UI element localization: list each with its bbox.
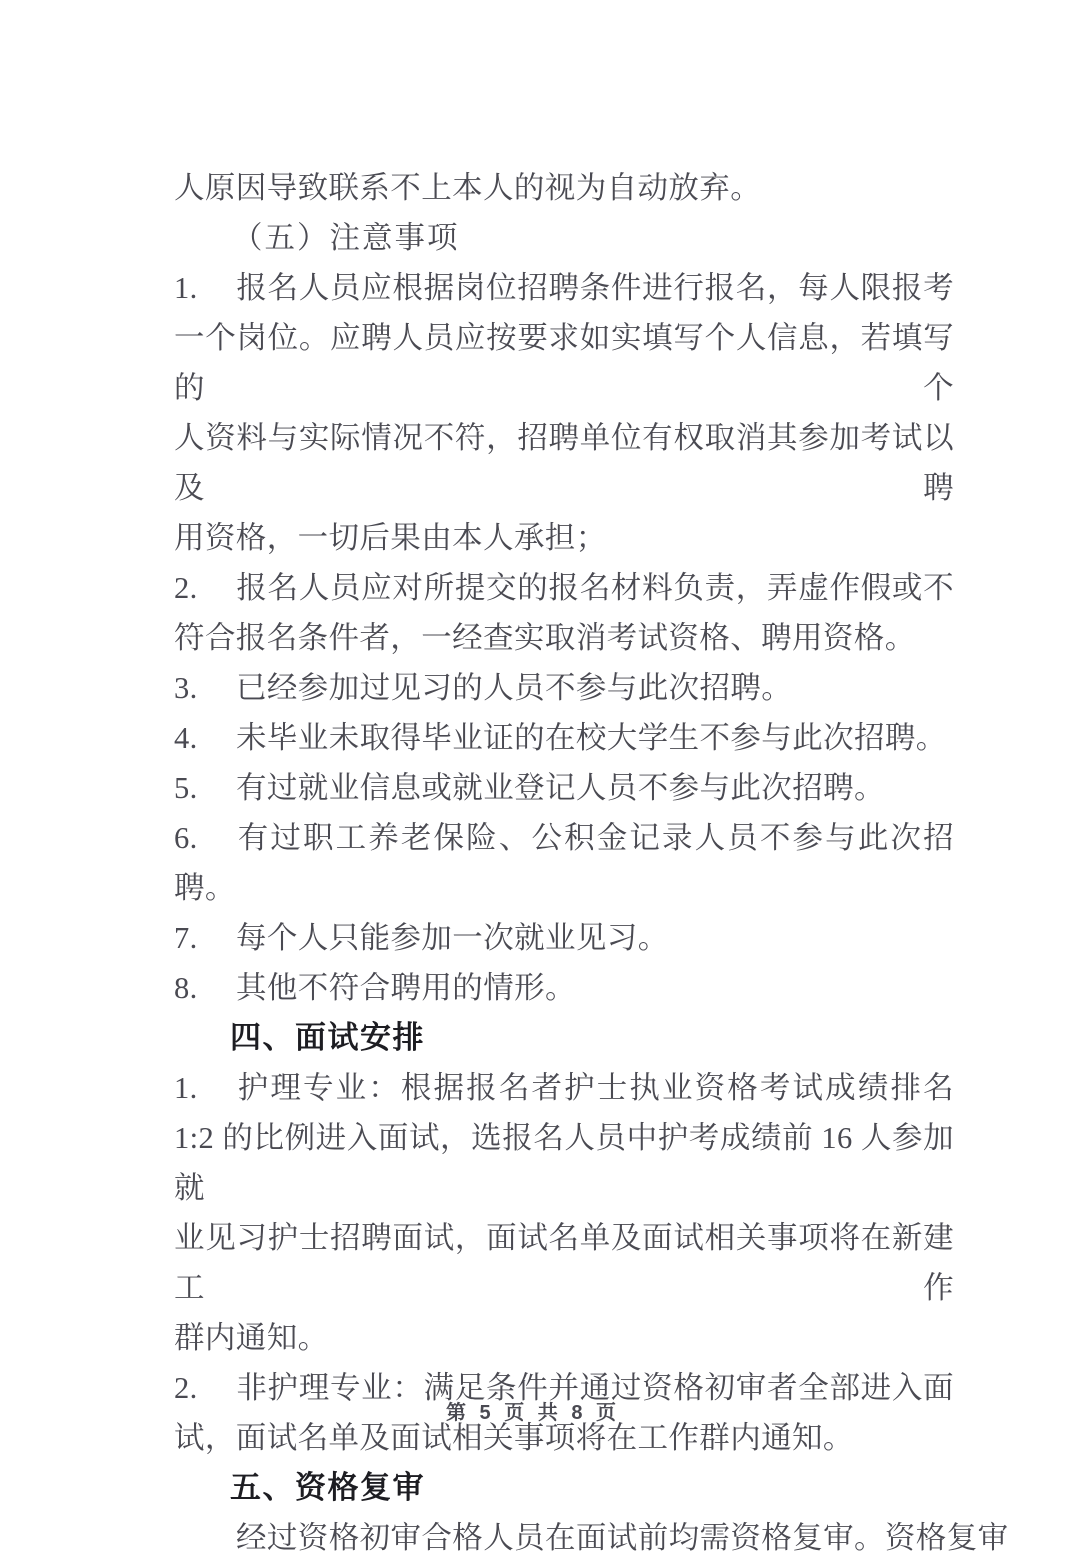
text-column [174, 163, 1009, 1563]
list-item-line: 一个岗位。应聘人员应按要求如实填写个人信息，若填写的个 [174, 321, 954, 405]
list-item-text: 其他不符合聘用的情形。 [236, 971, 576, 1005]
list-item [174, 763, 954, 813]
list-item [174, 963, 954, 1013]
list-item-line: 群内通知。 [174, 1321, 329, 1355]
list-item-line: 用资格，一切后果由本人承担； [174, 521, 607, 555]
list-item-text: 报名人员应对所提交的报名材料负责，弄虚作假或不 [236, 571, 954, 605]
list-item-line: 人资料与实际情况不符，招聘单位有权取消其参加考试以及聘 [174, 421, 954, 505]
list-item [174, 663, 954, 713]
list-item-first-line [174, 1063, 954, 1113]
list-item-line: 1:2 的比例进入面试，选报名人员中护考成绩前 16 人参加就 [174, 1121, 954, 1205]
list-item [174, 913, 954, 963]
list-item-number: 2. [174, 571, 198, 605]
list-item-text: 报名人员应根据岗位招聘条件进行报名，每人限报考 [236, 271, 954, 305]
list-item-number: 1. [174, 271, 198, 305]
list-item-text: 每个人只能参加一次就业见习。 [236, 921, 669, 955]
qualification-review-paragraph [174, 1513, 1009, 1563]
list-item [174, 813, 954, 913]
list-item-text: 已经参加过见习的人员不参与此次招聘。 [236, 671, 793, 705]
list-item-text: 未毕业未取得毕业证的在校大学生不参与此次招聘。 [236, 721, 947, 755]
list-item [174, 563, 954, 663]
list-item-first-line [174, 913, 954, 963]
list-item-number: 4. [174, 721, 198, 755]
list-item-number: 2. [174, 1371, 198, 1405]
list-item-text: 护理专业：根据报名者护士执业资格考试成绩排名 [236, 1071, 954, 1105]
list-item-first-line [174, 713, 954, 763]
list-item-text: 有过职工养老保险、公积金记录人员不参与此次招 [236, 821, 954, 855]
list-item-number: 1. [174, 1071, 198, 1105]
list-item-number: 8. [174, 971, 198, 1005]
section-heading-interview-arrangement: 四、面试安排 [230, 1020, 425, 1055]
section-heading-qualification-review: 五、资格复审 [230, 1470, 425, 1505]
continuation-line: 人原因导致联系不上本人的视为自动放弃。 [174, 171, 762, 205]
list-item-first-line [174, 763, 954, 813]
subsection-heading-notes: （五）注意事项 [232, 221, 460, 255]
list-item-number: 5. [174, 771, 198, 805]
list-item-first-line [174, 813, 954, 863]
list-item-first-line [174, 263, 954, 313]
list-item-line: 聘。 [174, 871, 236, 905]
list-item-number: 3. [174, 671, 198, 705]
page-footer [0, 1396, 1066, 1425]
list-item-first-line [174, 663, 954, 713]
continuation-paragraph [174, 163, 954, 213]
list-item [174, 263, 954, 563]
list-item-text: 有过就业信息或就业登记人员不参与此次招聘。 [236, 771, 885, 805]
list-item-first-line [174, 963, 954, 1013]
list-item-line: 符合报名条件者，一经查实取消考试资格、聘用资格。 [174, 621, 916, 655]
list-item-number: 6. [174, 821, 198, 855]
list-item-line: 业见习护士招聘面试，面试名单及面试相关事项将在新建工作 [174, 1221, 954, 1305]
list-item-first-line [174, 563, 954, 613]
paragraph-line: 经过资格初审合格人员在面试前均需资格复审。资格复审 [236, 1521, 1009, 1555]
list-item-number: 7. [174, 921, 198, 955]
list-item-text: 非护理专业：满足条件并通过资格初审者全部进入面 [236, 1371, 954, 1405]
list-item-line: 试，面试名单及面试相关事项将在工作群内通知。 [174, 1421, 854, 1455]
page-number-label: 第 5 页 共 8 页 [445, 1402, 621, 1424]
list-item [174, 1063, 954, 1363]
list-item [174, 713, 954, 763]
